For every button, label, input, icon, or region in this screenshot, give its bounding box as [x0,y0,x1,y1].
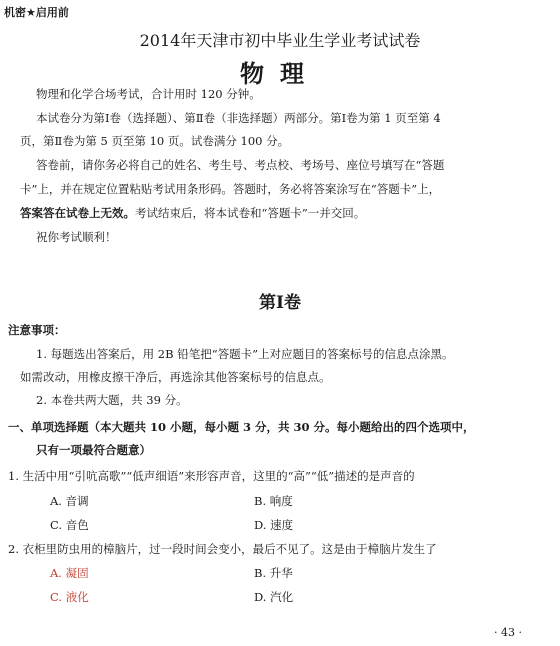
part1-heading-a: 一、单项选择题（本大题共 10 小题，每小题 3 分，共 30 分。每小题给出的四个选项中， [8,420,475,434]
intro-line-3a: 答卷前，请你务必将自己的姓名、考生号、考点校、考场号、座位号填写在“答题 [36,158,445,172]
question-2-option-c: C. 液化 [50,590,89,604]
intro-line-3c [20,205,365,221]
page-number: · 43 · [494,626,522,639]
note-1b: 如需改动，用橡皮擦干净后，再选涂其他答案标号的信息点。 [20,370,331,384]
intro-line-2b: 页，第Ⅱ卷为第 5 页至第 10 页。试卷满分 100 分。 [20,134,290,148]
part1-heading-b: 只有一项最符合题意） [36,443,151,457]
notes-title: 注意事项： [8,323,66,337]
question-2-option-b: B. 升华 [254,566,293,580]
confidential-label: 机密★启用前 [4,6,69,19]
exam-title: 2014年天津市初中毕业生学业考试试卷 [139,31,421,50]
good-luck-text: 祝你考试顺利！ [36,230,117,244]
intro-line-1: 物理和化学合场考试，合计用时 120 分钟。 [36,87,261,101]
note-1a: 1. 每题选出答案后，用 2B 铅笔把“答题卡”上对应题目的答案标号的信息点涂黑。 [36,347,454,361]
question-1-option-a: A. 音调 [50,494,89,508]
question-1-option-c: C. 音色 [50,518,89,532]
question-2-option-d: D. 汽化 [254,590,294,604]
intro-line-3c-rest: 考试结束后，将本试卷和“答题卡”一并交回。 [135,206,366,220]
note-2: 2. 本卷共两大题，共 39 分。 [36,393,188,407]
subject-title: 物理 [240,59,320,88]
question-1-option-b: B. 响度 [254,494,293,508]
question-1-option-d: D. 速度 [254,518,294,532]
question-2-option-a: A. 凝固 [50,566,89,580]
section-title: 第Ⅰ卷 [259,293,301,313]
intro-warning: 答案答在试卷上无效。 [20,206,135,220]
question-1-stem: 1. 生活中用“引吭高歌”“低声细语”来形容声音，这里的“高”“低”描述的是声音的 [8,469,415,483]
question-2-stem: 2. 衣柜里防虫用的樟脑片，过一段时间会变小，最后不见了。这是由于樟脑片发生了 [8,542,437,556]
intro-line-2a: 本试卷分为第Ⅰ卷（选择题）、第Ⅱ卷（非选择题）两部分。第Ⅰ卷为第 1 页至第 4 [36,111,441,125]
intro-line-3b: 卡”上，并在规定位置粘贴考试用条形码。答题时，务必将答案涂写在“答题卡”上， [20,182,441,196]
